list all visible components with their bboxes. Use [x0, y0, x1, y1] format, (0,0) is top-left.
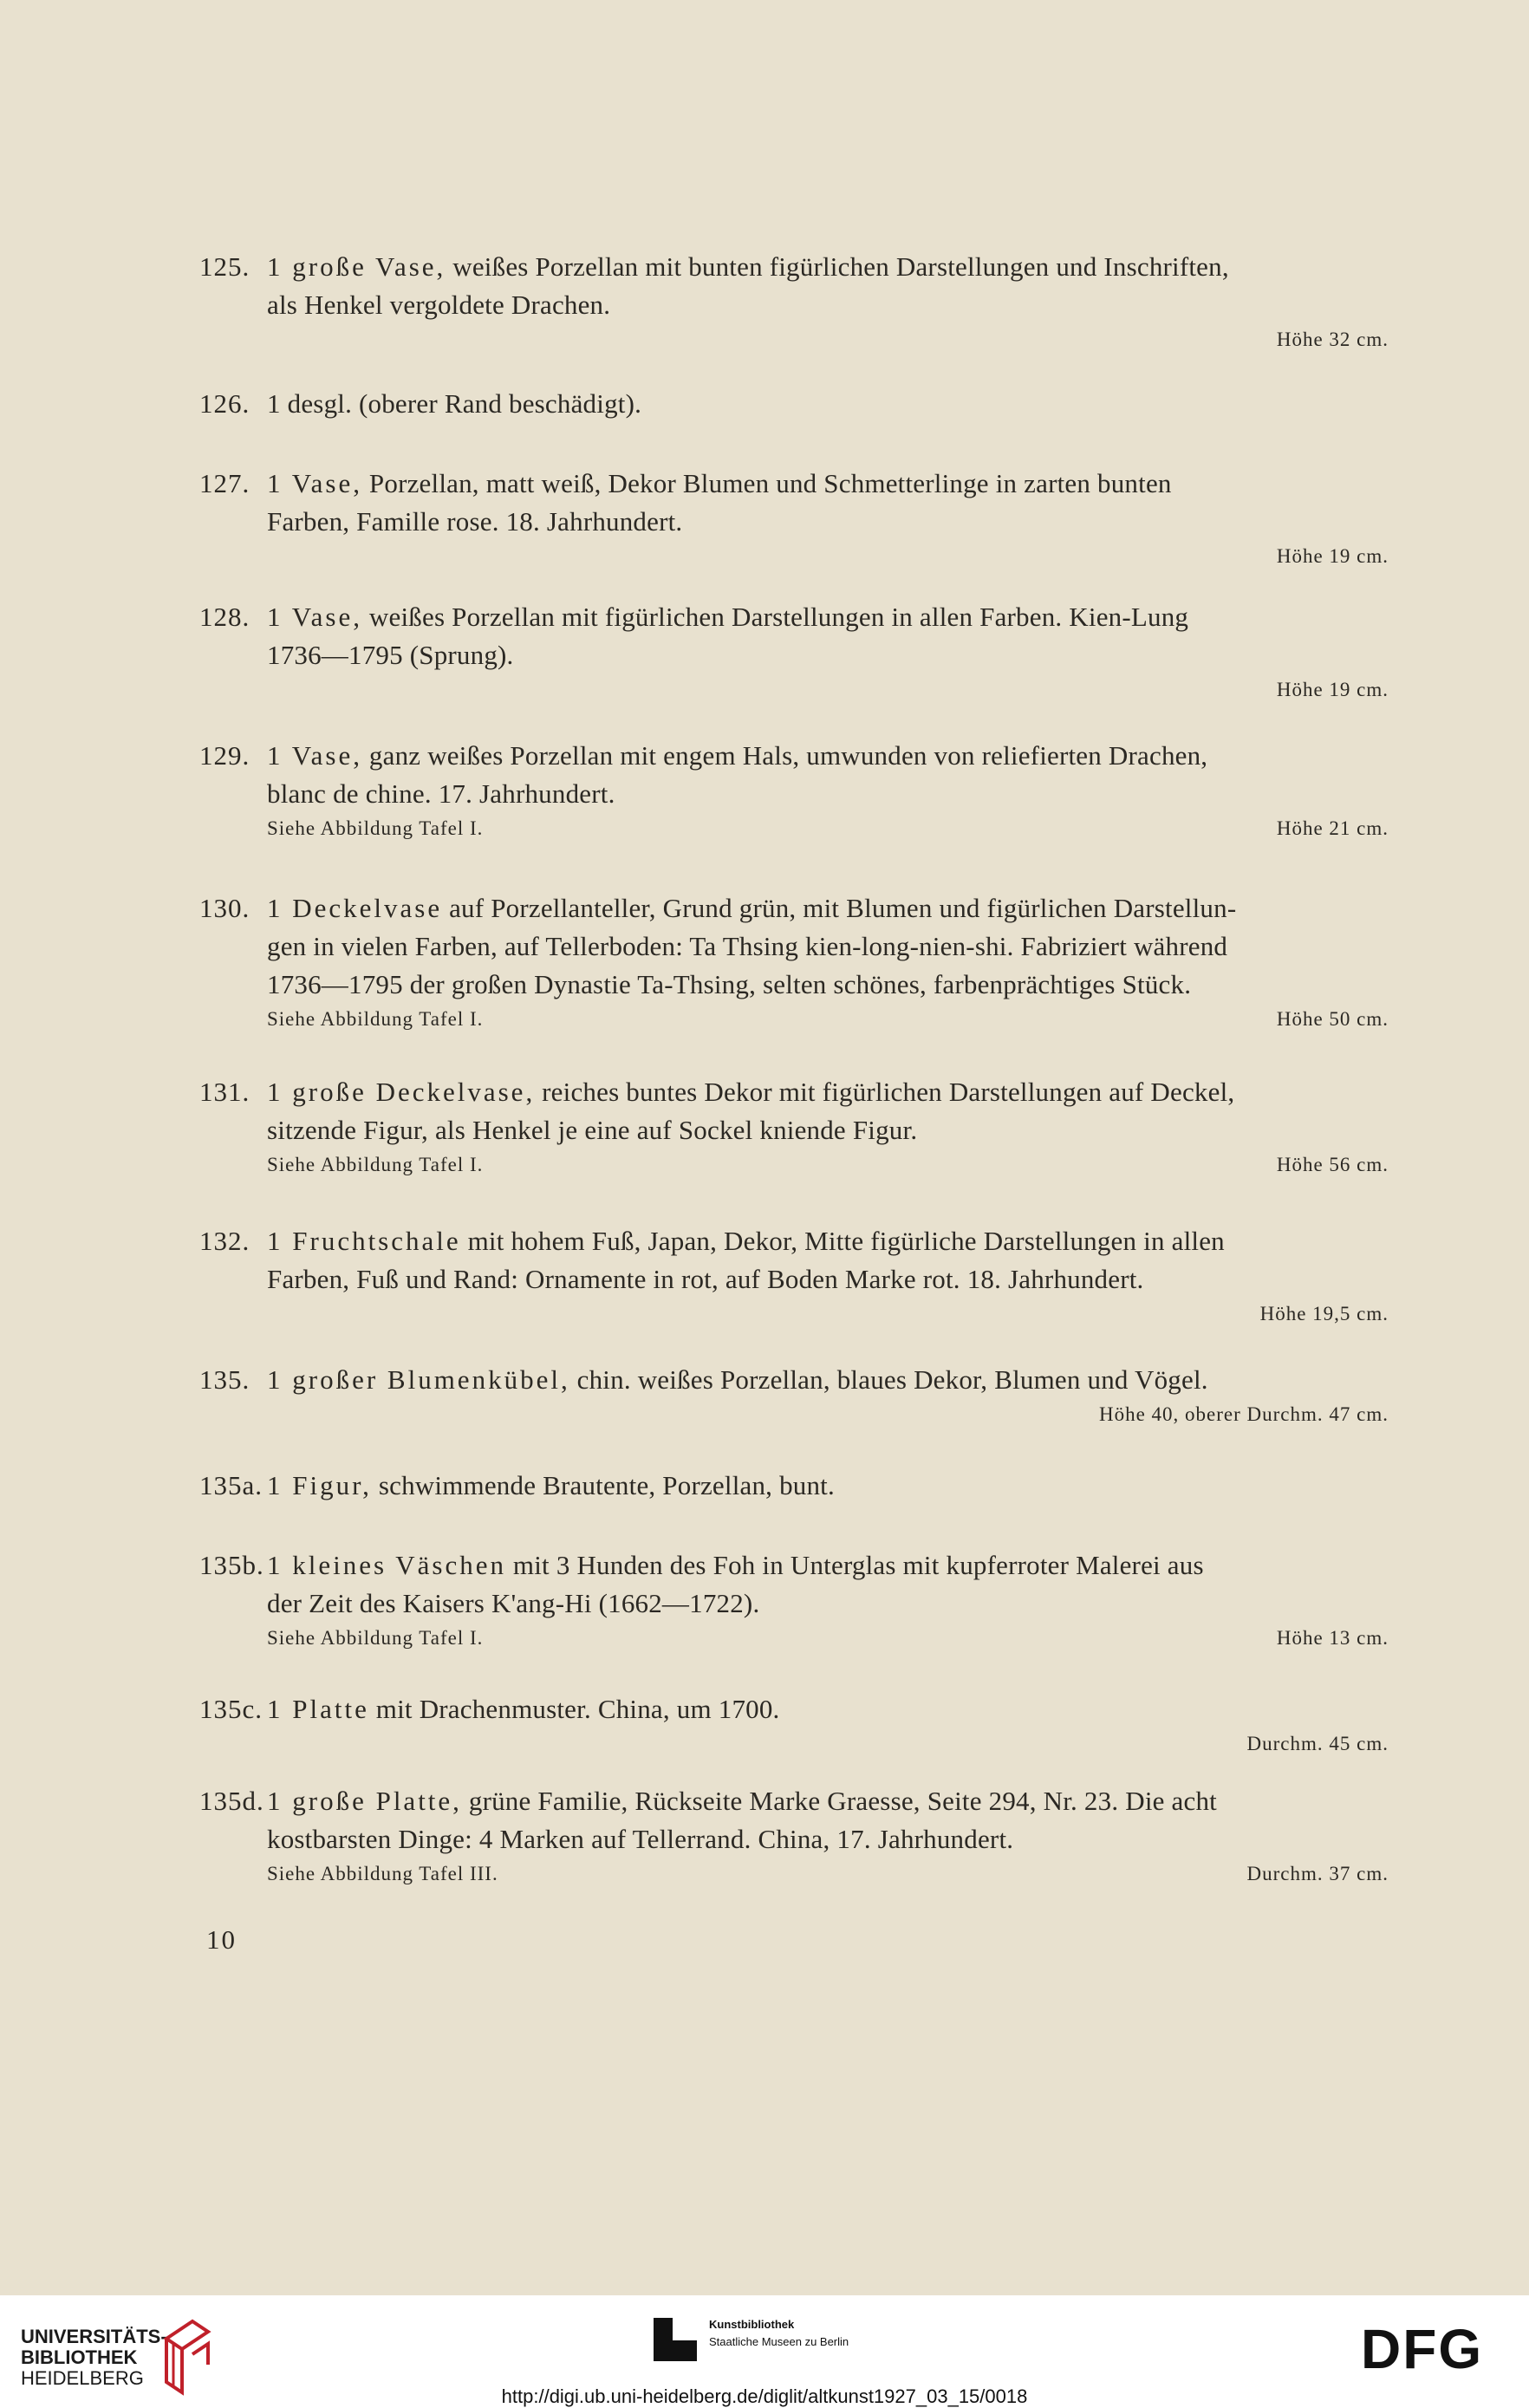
entry-description: chin. weißes Porzellan, blaues Dekor, Blumen und Vögel.: [569, 1364, 1208, 1395]
entry-dimensions: Höhe 21 cm.: [1276, 817, 1389, 839]
plate-reference: Siehe Abbildung Tafel I.: [267, 1154, 484, 1175]
catalog-entry-126: [199, 385, 1389, 423]
ub-heidelberg-mark-icon: [158, 2313, 213, 2396]
entry-description: mit Drachenmuster. China, um 1700.: [368, 1694, 780, 1724]
entry-dimensions: Höhe 13 cm.: [1276, 1627, 1389, 1649]
ub-heidelberg-logo-text[interactable]: [21, 2327, 167, 2389]
entry-description: ganz weißes Porzellan mit engem Hals, umwunden von reliefierten Drachen,: [361, 740, 1208, 771]
entry-number: 131.: [199, 1077, 250, 1107]
entry-description: 1 desgl. (oberer Rand beschädigt).: [267, 388, 642, 419]
catalog-entry-129: [199, 737, 1389, 844]
entry-number: 135c.: [199, 1694, 264, 1724]
catalog-entry-135c: [199, 1690, 1389, 1760]
entry-continuation: Farben, Fuß und Rand: Ornamente in rot, auf Boden Marke rot. 18. Jahrhundert.: [267, 1264, 1144, 1294]
entry-dimensions: Höhe 32 cm.: [1276, 329, 1389, 350]
entry-description: mit 3 Hunden des Foh in Unterglas mit kupferroter Malerei aus: [505, 1550, 1204, 1580]
footer-bar: [0, 2295, 1529, 2408]
plate-reference: Siehe Abbildung Tafel III.: [267, 1863, 498, 1884]
entry-number: 135a.: [199, 1470, 264, 1500]
ub-name-line2: BIBLIOTHEK: [21, 2346, 138, 2368]
entry-number: 130.: [199, 893, 250, 923]
entry-title: 1 Platte: [267, 1694, 369, 1724]
entry-description: schwimmende Brautente, Porzellan, bunt.: [371, 1470, 835, 1500]
entry-dimensions: Höhe 19 cm.: [1276, 679, 1389, 700]
entry-title: 1 große Platte,: [267, 1786, 462, 1816]
entry-title: 1 Vase,: [267, 740, 362, 771]
entry-dimensions: Höhe 50 cm.: [1276, 1008, 1389, 1030]
catalog-entry-128: [199, 598, 1389, 706]
entry-number: 125.: [199, 251, 250, 282]
entry-title: 1 große Deckelvase,: [267, 1077, 536, 1107]
entry-number: 135d.: [199, 1786, 264, 1816]
kunstbibliothek-title: Kunstbibliothek: [709, 2318, 795, 2331]
entry-title: 1 großer Blumenkübel,: [267, 1364, 570, 1395]
entry-description: weißes Porzellan mit bunten figürlichen Darstellungen und Inschriften,: [446, 251, 1229, 282]
permalink-url[interactable]: http://digi.ub.uni-heidelberg.de/diglit/altkunst1927_03_15/0018: [501, 2385, 1028, 2407]
catalog-entry-135b: [199, 1546, 1389, 1654]
entry-description: reiches buntes Dekor mit figürlichen Darstellungen auf Deckel,: [535, 1077, 1235, 1107]
entry-dimensions: Durchm. 37 cm.: [1246, 1863, 1389, 1884]
entry-description: mit hohem Fuß, Japan, Dekor, Mitte figürliche Darstellungen in allen: [460, 1226, 1225, 1256]
page-number: 10: [206, 1924, 237, 1955]
entry-title: 1 große Vase,: [267, 251, 446, 282]
entry-title: 1 kleines Väschen: [267, 1550, 506, 1580]
entry-title: 1 Vase,: [267, 468, 362, 498]
entry-continuation: gen in vielen Farben, auf Tellerboden: Ta Thsing kien-long-nien-shi. Fabriziert während: [267, 931, 1228, 961]
entry-continuation: als Henkel vergoldete Drachen.: [267, 290, 611, 320]
kunstbibliothek-subtitle: Staatliche Museen zu Berlin: [709, 2335, 849, 2348]
dfg-logo[interactable]: DFG: [1361, 2318, 1484, 2380]
entry-continuation: der Zeit des Kaisers K'ang-Hi (1662—1722).: [267, 1588, 760, 1618]
plate-reference: Siehe Abbildung Tafel I.: [267, 1008, 484, 1030]
entry-continuation: 1736—1795 (Sprung).: [267, 640, 514, 670]
entry-description: weißes Porzellan mit figürlichen Darstellungen in allen Farben. Kien-Lung: [361, 602, 1189, 632]
catalog-entry-125: [199, 248, 1389, 355]
entry-number: 128.: [199, 602, 250, 632]
catalog-entry-131: [199, 1073, 1389, 1181]
catalog-entry-135a: [199, 1467, 1389, 1505]
kunstbibliothek-logo-icon: [652, 2316, 699, 2363]
entry-title: 1 Deckelvase: [267, 893, 443, 923]
entry-dimensions: Durchm. 45 cm.: [1246, 1733, 1389, 1754]
entry-number: 132.: [199, 1226, 250, 1256]
entry-description: grüne Familie, Rückseite Marke Graesse, Seite 294, Nr. 23. Die acht: [461, 1786, 1217, 1816]
catalog-entry-135d: [199, 1782, 1389, 1890]
entry-description: Porzellan, matt weiß, Dekor Blumen und Schmetterlinge in zarten bunten: [361, 468, 1172, 498]
catalog-entry-132: [199, 1222, 1389, 1330]
catalog-entry-135: [199, 1361, 1389, 1430]
kunstbibliothek-label[interactable]: [709, 2316, 849, 2351]
ub-name-line1: UNIVERSITÄTS-: [21, 2326, 167, 2347]
entry-continuation: kostbarsten Dinge: 4 Marken auf Tellerrand. China, 17. Jahrhundert.: [267, 1824, 1014, 1854]
entry-description: auf Porzellanteller, Grund grün, mit Blumen und figürlichen Darstellun-: [442, 893, 1237, 923]
ub-name-line3: HEIDELBERG: [21, 2367, 144, 2389]
entry-number: 127.: [199, 468, 250, 498]
entry-title: 1 Figur,: [267, 1470, 372, 1500]
entry-dimensions: Höhe 19,5 cm.: [1259, 1303, 1389, 1324]
entry-continuation: sitzende Figur, als Henkel je eine auf Sockel kniende Figur.: [267, 1115, 918, 1145]
catalog-entry-127: [199, 465, 1389, 572]
entry-number: 129.: [199, 740, 250, 771]
plate-reference: Siehe Abbildung Tafel I.: [267, 817, 484, 839]
entry-title: 1 Vase,: [267, 602, 362, 632]
entry-dimensions: Höhe 40, oberer Durchm. 47 cm.: [1098, 1403, 1389, 1425]
entry-dimensions: Höhe 56 cm.: [1276, 1154, 1389, 1175]
entry-continuation: blanc de chine. 17. Jahrhundert.: [267, 778, 615, 809]
entry-continuation: 1736—1795 der großen Dynastie Ta-Thsing, selten schönes, farbenprächtiges Stück.: [267, 969, 1192, 999]
entry-dimensions: Höhe 19 cm.: [1276, 545, 1389, 567]
plate-reference: Siehe Abbildung Tafel I.: [267, 1627, 484, 1649]
entry-number: 135b.: [199, 1550, 264, 1580]
catalog-entry-130: [199, 889, 1389, 1035]
entry-number: 135.: [199, 1364, 250, 1395]
entry-title: 1 Fruchtschale: [267, 1226, 461, 1256]
entry-number: 126.: [199, 388, 250, 419]
entry-continuation: Farben, Famille rose. 18. Jahrhundert.: [267, 506, 683, 537]
